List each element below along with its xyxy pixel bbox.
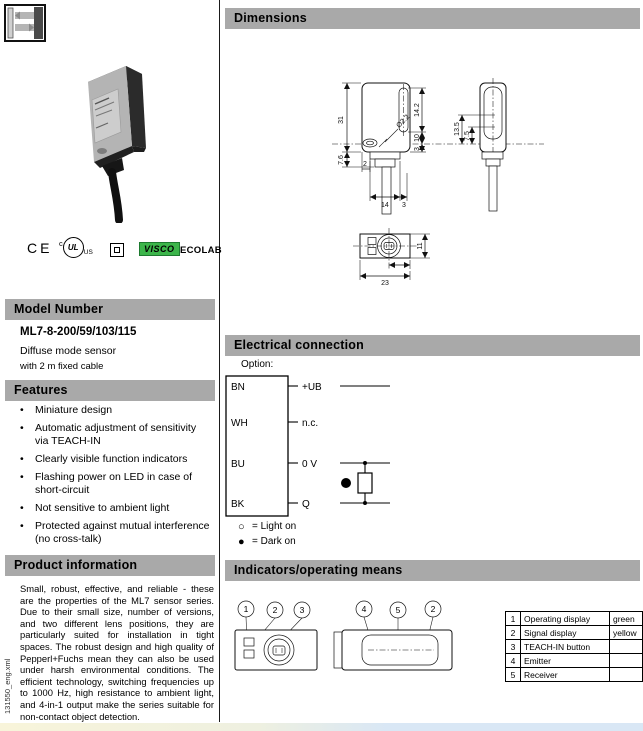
document-file-label: 131550_eng.xml bbox=[3, 658, 12, 714]
svg-text:Ø2.2: Ø2.2 bbox=[395, 113, 412, 130]
svg-text:3: 3 bbox=[414, 147, 421, 151]
product-info-text: Small, robust, effective, and reliable - these are the properties of the ML7 sensor series. Due to their small size, number of versions, and two different lens positions, they are particularly suited for installation in tight spaces. The robust design and high quality of Pepperl+Fuchs mean they can also be used under harsh environmental conditions. The efficient technology, switching frequencies up to 1000 Hz, high resistance to ambient light, and 4-in-1 output make the series suitable for non-contact object detection. bbox=[20, 583, 214, 722]
ecolab-mark: ECOLAB bbox=[180, 245, 222, 256]
row-label: Operating display bbox=[521, 612, 610, 626]
sensor-terminal-box bbox=[226, 376, 288, 516]
svg-text:WH: WH bbox=[231, 418, 248, 429]
product-info-header: Product information bbox=[5, 555, 215, 576]
row-value bbox=[610, 668, 643, 682]
dimensions-header: Dimensions bbox=[225, 8, 640, 29]
side-view bbox=[480, 78, 506, 211]
model-number-value: ML7-8-200/59/103/115 bbox=[20, 326, 137, 338]
bottom-view bbox=[353, 228, 418, 269]
feature-text: Protected against mutual interference (no cross-talk) bbox=[35, 520, 210, 545]
table-row bbox=[506, 668, 643, 682]
row-value bbox=[610, 654, 643, 668]
cul-us-mark bbox=[59, 237, 93, 258]
model-cable-note: with 2 m fixed cable bbox=[20, 361, 104, 372]
diffuse-sensor-pictogram-icon bbox=[4, 4, 46, 42]
row-label: Receiver bbox=[521, 668, 610, 682]
feature-text: Flashing power on LED in case of short-circuit bbox=[35, 471, 193, 496]
svg-text:7.5: 7.5 bbox=[464, 131, 471, 141]
feature-item bbox=[20, 453, 212, 466]
row-number: 5 bbox=[506, 668, 521, 682]
row-number: 2 bbox=[506, 626, 521, 640]
svg-text:4: 4 bbox=[361, 604, 367, 614]
table-row bbox=[506, 612, 643, 626]
row-value: yellow bbox=[610, 626, 643, 640]
svg-text:2: 2 bbox=[363, 161, 367, 168]
feature-item bbox=[20, 502, 212, 515]
product-photo bbox=[62, 48, 172, 223]
feature-item bbox=[20, 422, 212, 448]
row-value bbox=[610, 640, 643, 654]
svg-text:23: 23 bbox=[381, 280, 389, 287]
wiring-diagram bbox=[222, 370, 522, 522]
dark-on-dot-icon bbox=[341, 478, 351, 488]
model-description: Diffuse mode sensor bbox=[20, 345, 117, 357]
legend-dark-on bbox=[238, 534, 296, 549]
svg-text:Q: Q bbox=[302, 499, 310, 510]
svg-text:BK: BK bbox=[231, 499, 245, 510]
svg-text:2: 2 bbox=[430, 604, 436, 614]
svg-text:2: 2 bbox=[272, 605, 278, 615]
feature-text: Miniature design bbox=[35, 404, 113, 416]
svg-text:5: 5 bbox=[395, 605, 401, 615]
legend-text: = Dark on bbox=[252, 536, 296, 547]
ce-mark: CE bbox=[27, 240, 53, 256]
bullet-icon: • bbox=[20, 471, 24, 483]
model-number-header: Model Number bbox=[5, 299, 215, 320]
light-on-icon: ○ bbox=[238, 520, 245, 533]
svg-text:7.6: 7.6 bbox=[338, 155, 345, 165]
option-label: Option: bbox=[241, 359, 274, 370]
legend-text: = Light on bbox=[252, 521, 297, 532]
row-number: 4 bbox=[506, 654, 521, 668]
legend-light-on bbox=[238, 519, 296, 534]
svg-text:14: 14 bbox=[381, 202, 389, 209]
row-label: Signal display bbox=[521, 626, 610, 640]
features-header: Features bbox=[5, 380, 215, 401]
visco-badge: VISCO bbox=[139, 242, 180, 256]
svg-text:+UB: +UB bbox=[302, 382, 322, 393]
ul-suffix: US bbox=[83, 249, 93, 256]
indicators-header: Indicators/operating means bbox=[225, 560, 640, 581]
svg-text:31: 31 bbox=[338, 116, 345, 124]
switching-legend bbox=[238, 519, 296, 549]
bullet-icon: • bbox=[20, 453, 24, 465]
feature-item bbox=[20, 471, 212, 497]
feature-text: Clearly visible function indicators bbox=[35, 453, 188, 465]
svg-text:3: 3 bbox=[402, 202, 406, 209]
indicators-bottom-view bbox=[235, 630, 317, 670]
electrical-header: Electrical connection bbox=[225, 335, 640, 356]
svg-text:11: 11 bbox=[417, 242, 424, 250]
column-divider bbox=[219, 0, 220, 722]
feature-item bbox=[20, 520, 212, 546]
svg-text:13.5: 13.5 bbox=[454, 122, 461, 136]
svg-text:14.2: 14.2 bbox=[414, 103, 421, 117]
ul-prefix: c bbox=[59, 239, 63, 248]
svg-text:0 V: 0 V bbox=[302, 459, 318, 470]
table-row bbox=[506, 654, 643, 668]
dark-on-icon: ● bbox=[238, 535, 245, 548]
indicators-front-view bbox=[334, 630, 452, 670]
load-resistor bbox=[341, 461, 372, 505]
bullet-icon: • bbox=[20, 422, 24, 434]
page-bottom-strip bbox=[0, 723, 643, 731]
svg-text:n.c.: n.c. bbox=[302, 418, 319, 429]
row-number: 3 bbox=[506, 640, 521, 654]
indicators-drawing bbox=[222, 588, 502, 696]
front-view bbox=[362, 83, 411, 214]
bullet-icon: • bbox=[20, 520, 24, 532]
svg-text:1: 1 bbox=[243, 604, 249, 614]
protection-class-ii-icon bbox=[110, 243, 124, 257]
feature-item bbox=[20, 404, 212, 417]
svg-text:BN: BN bbox=[231, 382, 245, 393]
indicators-table bbox=[505, 611, 643, 682]
row-label: TEACH-IN button bbox=[521, 640, 610, 654]
feature-text: Not sensitive to ambient light bbox=[35, 502, 170, 514]
bullet-icon: • bbox=[20, 404, 24, 416]
feature-text: Automatic adjustment of sensitivity via TEACH-IN bbox=[35, 422, 197, 447]
dimension-drawing bbox=[222, 38, 643, 298]
svg-text:10: 10 bbox=[414, 134, 421, 142]
features-list bbox=[20, 404, 212, 551]
ul-circle-icon: UL bbox=[63, 237, 84, 258]
table-row bbox=[506, 626, 643, 640]
row-label: Emitter bbox=[521, 654, 610, 668]
svg-text:BU: BU bbox=[231, 459, 245, 470]
svg-text:3: 3 bbox=[299, 605, 305, 615]
table-row bbox=[506, 640, 643, 654]
row-number: 1 bbox=[506, 612, 521, 626]
bullet-icon: • bbox=[20, 502, 24, 514]
row-value: green bbox=[610, 612, 643, 626]
